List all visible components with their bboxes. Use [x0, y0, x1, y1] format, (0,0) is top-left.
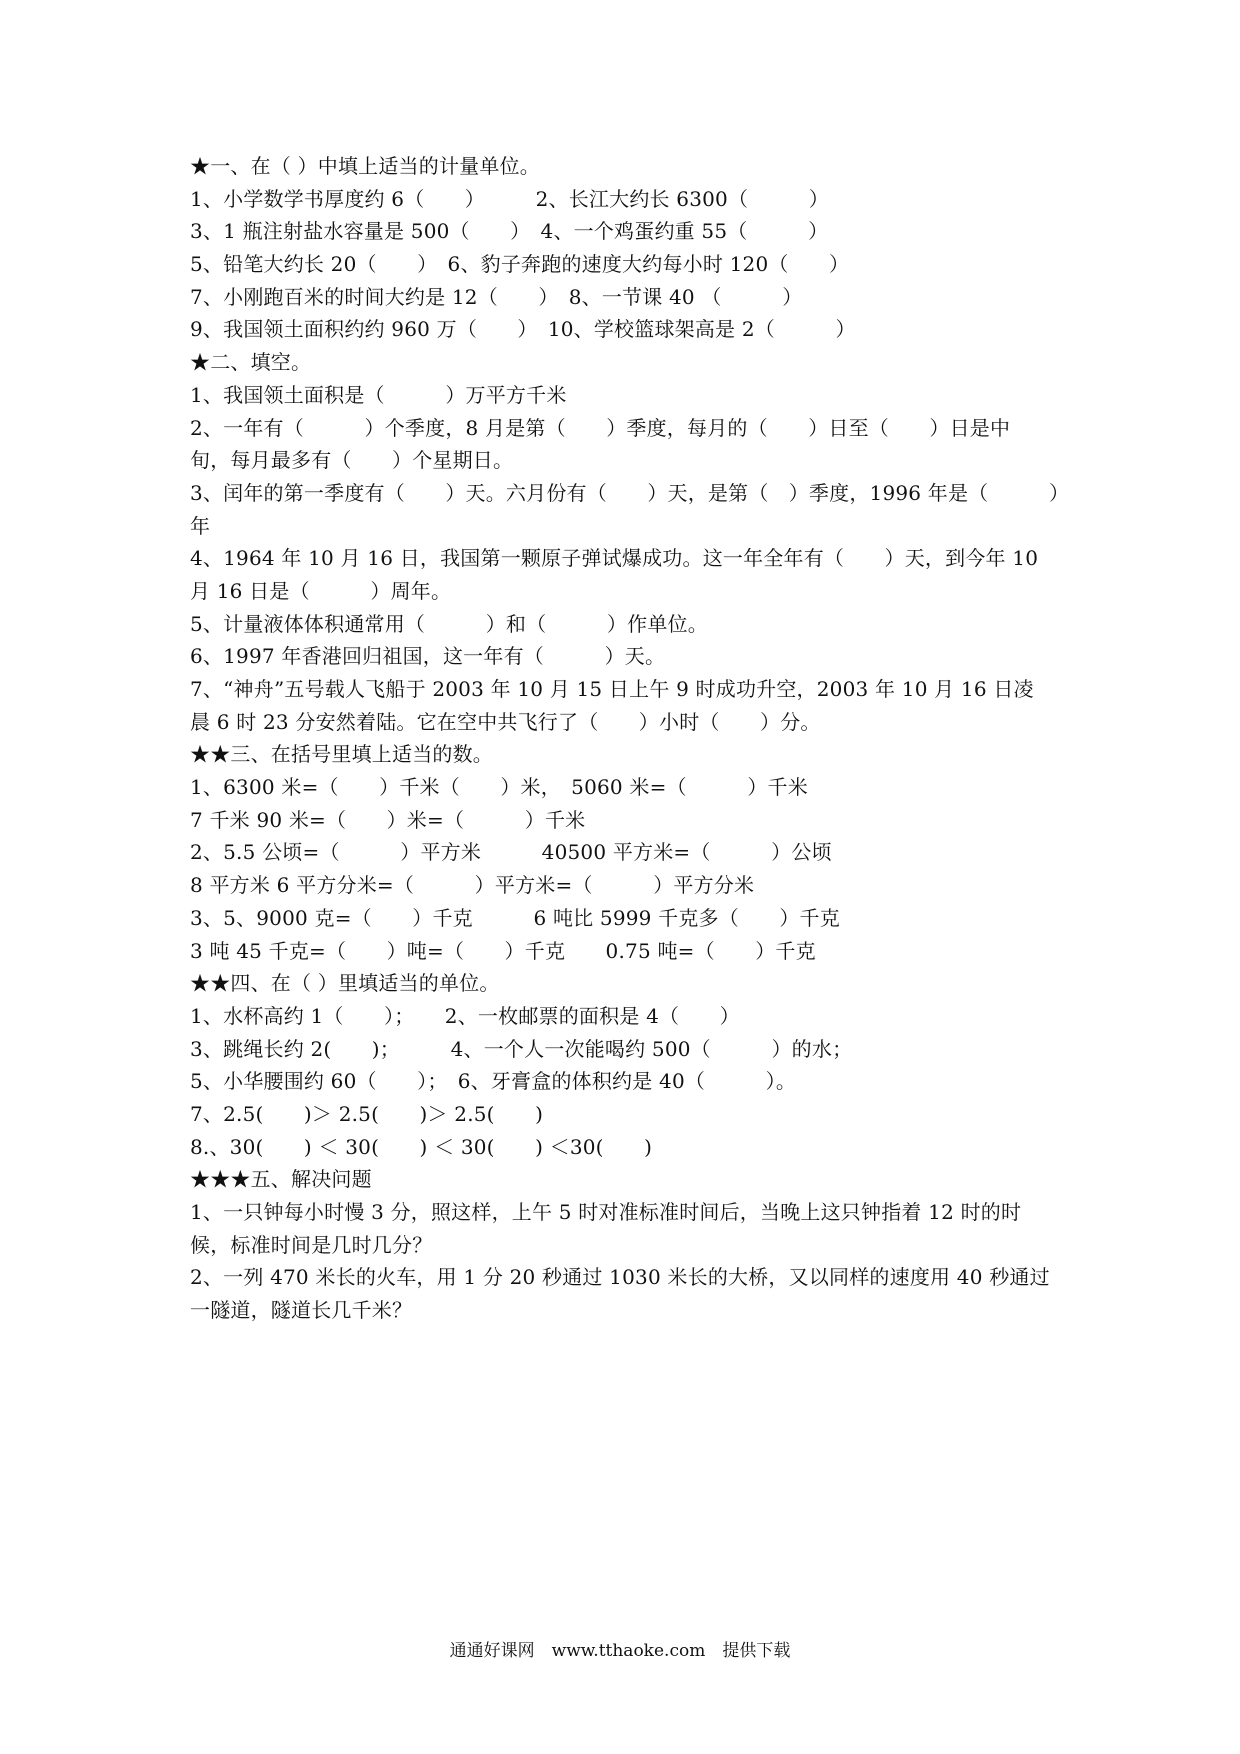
question-line: 2、5.5 公顷=（ ）平方米 40500 平方米=（ ）公顷 [190, 840, 832, 865]
question-line: 1、我国领土面积是（ ）万平方千米 [190, 382, 567, 407]
question-line: 7、“神舟”五号载人飞船于 2003 年 10 月 15 日上午 9 时成功升空，2003 年 10 月 16 日凌 [190, 677, 1034, 701]
question-line: 5、小华腰围约 60（ ）； 6、牙膏盒的体积约是 40（ ）。 [190, 1069, 797, 1094]
section-heading: ★★★五、解决问题 [190, 1167, 372, 1192]
question-line: 3 吨 45 千克=（ ）吨=（ ）千克 0.75 吨=（ ）千克 [190, 938, 816, 963]
question-line: 1、一只钟每小时慢 3 分，照这样，上午 5 时对准标准时间后，当晚上这只钟指着 12 时的时 [190, 1200, 1022, 1224]
question-line: 晨 6 时 23 分安然着陆。它在空中共飞行了（ ）小时（ ）分。 [190, 709, 821, 734]
question-line: 一隧道，隧道长几千米？ [190, 1298, 413, 1323]
question-line: 7、小刚跑百米的时间大约是 12（ ） 8、一节课 40 （ ） [190, 284, 803, 309]
question-line: 3、跳绳长约 2( )； 4、一个人一次能喝约 500（ ）的水； [190, 1036, 853, 1061]
section-heading: ★一、在（ ）中填上适当的计量单位。 [190, 154, 540, 178]
question-line: 4、1964 年 10 月 16 日，我国第一颗原子弹试爆成功。这一年全年有（ ）天，到今年 10 [190, 546, 1039, 571]
question-line: 月 16 日是（ ）周年。 [190, 578, 452, 603]
question-line: 9、我国领土面积约约 960 万（ ） 10、学校篮球架高是 2（ ） [190, 317, 856, 342]
question-line: 7、2.5( )＞ 2.5( )＞ 2.5( ) [190, 1101, 544, 1126]
section-heading: ★二、填空。 [190, 350, 312, 375]
question-line: 候，标准时间是几时几分？ [190, 1232, 433, 1257]
question-line: 8 平方米 6 平方分米=（ ）平方米=（ ）平方分米 [190, 873, 755, 898]
worksheet-body [190, 150, 1070, 1327]
question-line: 2、一年有（ ）个季度，8 月是第（ ）季度，每月的（ ）日至（ ）日是中 [190, 415, 1011, 440]
question-line: 3、闰年的第一季度有（ ）天。六月份有（ ）天，是第（ ）季度，1996 年是（ ） [190, 480, 1070, 505]
question-line: 5、计量液体体积通常用（ ）和（ ）作单位。 [190, 611, 708, 636]
question-line: 6、1997 年香港回归祖国，这一年有（ ）天。 [190, 644, 666, 669]
question-line: 旬，每月最多有（ ）个星期日。 [190, 448, 514, 473]
question-line: 7 千米 90 米=（ ）米=（ ）千米 [190, 807, 586, 832]
question-line: 5、铅笔大约长 20（ ） 6、豹子奔跑的速度大约每小时 120（ ） [190, 252, 850, 277]
question-line: 3、1 瓶注射盐水容量是 500（ ） 4、一个鸡蛋约重 55（ ） [190, 219, 829, 244]
question-line: 1、6300 米=（ ）千米（ ）米， 5060 米=（ ）千米 [190, 775, 808, 800]
footer-source-text: 通通好课网 www.tthaoke.com 提供下载 [449, 1641, 791, 1661]
question-line: 1、小学数学书厚度约 6（ ） 2、长江大约长 6300（ ） [190, 186, 829, 211]
question-line: 1、水杯高约 1（ ）； 2、一枚邮票的面积是 4（ ） [190, 1003, 740, 1028]
section-heading: ★★三、在括号里填上适当的数。 [190, 742, 493, 767]
question-line: 3、5、9000 克=（ ）千克 6 吨比 5999 千克多（ ）千克 [190, 905, 840, 930]
section-heading: ★★四、在（ ）里填适当的单位。 [190, 971, 500, 996]
question-line: 8.、30( ) ＜ 30( ) ＜ 30( ) ＜30( ) [190, 1134, 653, 1159]
question-line: 年 [190, 513, 211, 538]
question-line: 2、一列 470 米长的火车，用 1 分 20 秒通过 1030 米长的大桥，又以同样的速度用 40 秒通过 [190, 1265, 1050, 1290]
